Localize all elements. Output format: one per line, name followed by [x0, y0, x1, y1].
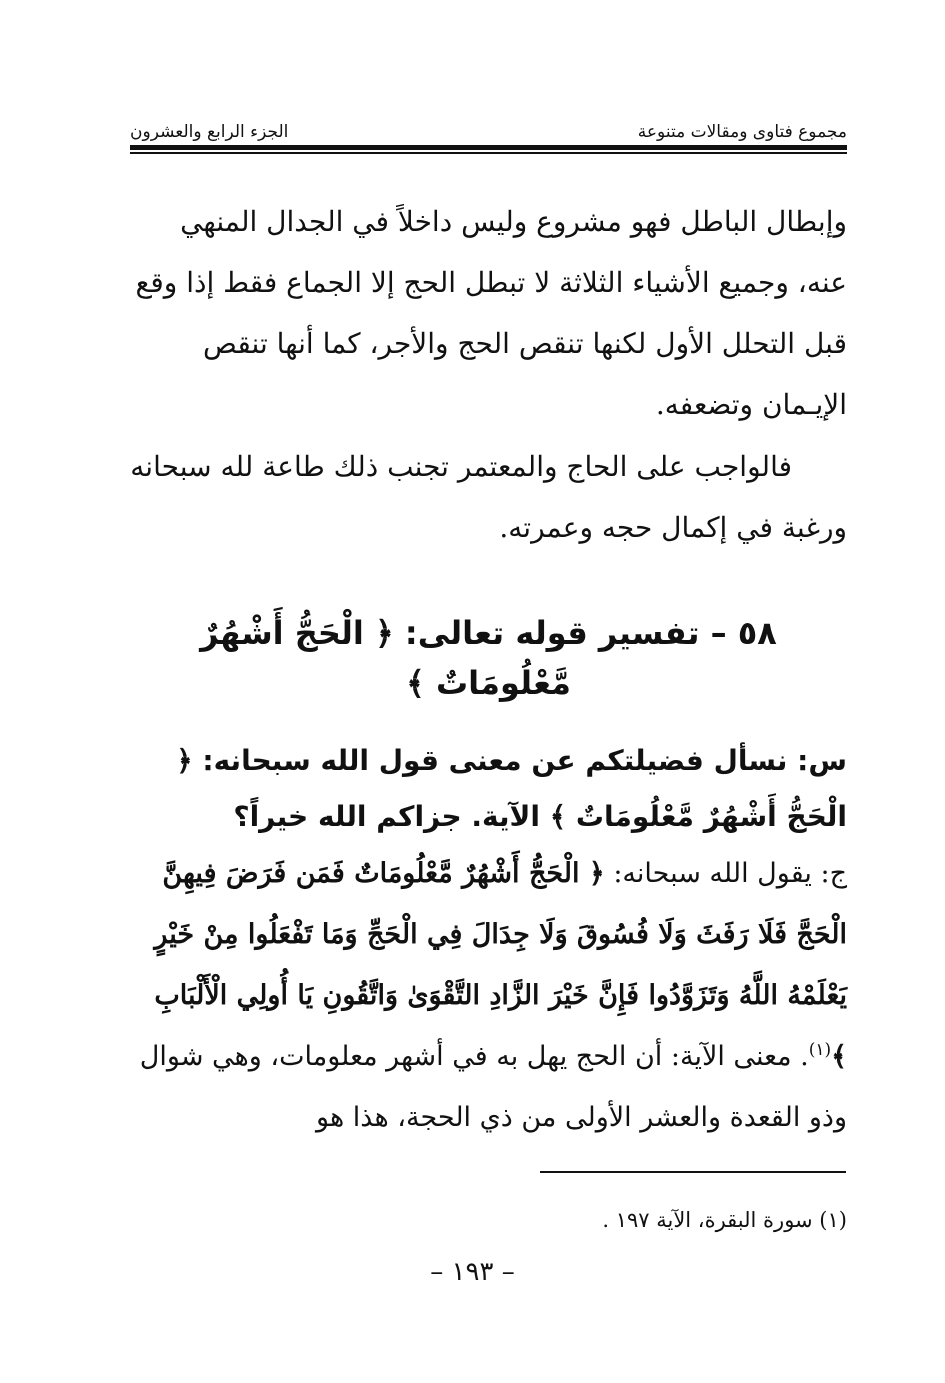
quran-verse: ﴿ الْحَجُّ أَشْهُرٌ مَّعْلُومَاتٌ فَمَن فَرَضَ فِيهِنَّ الْحَجَّ فَلَا رَفَثَ وَلَا فُسُوقَ وَلَا جِدَالَ فِي الْحَجِّ وَمَا تَفْعَلُوا مِنْ خَيْرٍ يَعْلَمْهُ اللَّهُ وَتَزَوَّدُوا فَإِنَّ خَيْرَ الزَّادِ التَّقْوَىٰ وَاتَّقُونِ يَا أُولِي الْأَلْبَابِ ﴾: [154, 858, 847, 1072]
footnote: (١) سورة البقرة، الآية ١٩٧ .: [602, 1208, 847, 1232]
paragraph-1: وإبطال الباطل فهو مشروع وليس داخلاً في الجدال المنهي عنه، وجميع الأشياء الثلاثة لا تبطل الحج إلا الجماع فقط إذا وقع قبل التحلل الأول لكنها تنقص الحج والأجر، كما أنها تنقص الإيـمان وتضعفه.: [135, 205, 847, 421]
answer-explanation: . معنى الآية: أن الحج يهل به في أشهر معلومات، وهي شوال وذو القعدة والعشر الأولى من ذي الحجة، هذا هو: [139, 1041, 847, 1133]
footnote-marker: (١): [808, 1040, 832, 1060]
footnote-rule: [540, 1171, 846, 1173]
header-book-title: مجموع فتاوى ومقالات متنوعة: [637, 122, 847, 142]
header-volume-title: الجزء الرابع والعشرون: [130, 122, 289, 142]
paragraph-2: [130, 436, 847, 558]
question-paragraph: س: نسأل فضيلتكم عن معنى قول الله سبحانه: ﴿ الْحَجُّ أَشْهُرٌ مَّعْلُومَاتٌ ﴾ الآية. جزاكم الله خيراً؟: [176, 744, 847, 833]
header-rule-thin: [130, 152, 847, 154]
page-number: – ١٩٣ –: [430, 1257, 515, 1287]
section-heading: ٥٨ – تفسير قوله تعالى: ﴿ الْحَجُّ أَشْهُرٌ مَّعْلُومَاتٌ ﴾: [200, 614, 777, 702]
running-header: [130, 112, 847, 142]
header-rule-thick: [130, 145, 847, 150]
answer-intro: ج: يقول الله سبحانه:: [604, 858, 847, 889]
answer-paragraph: [130, 843, 847, 1148]
paragraph-2-text: فالواجب على الحاج والمعتمر تجنب ذلك طاعة لله سبحانه ورغبة في إكمال حجه وعمرته.: [130, 450, 847, 544]
